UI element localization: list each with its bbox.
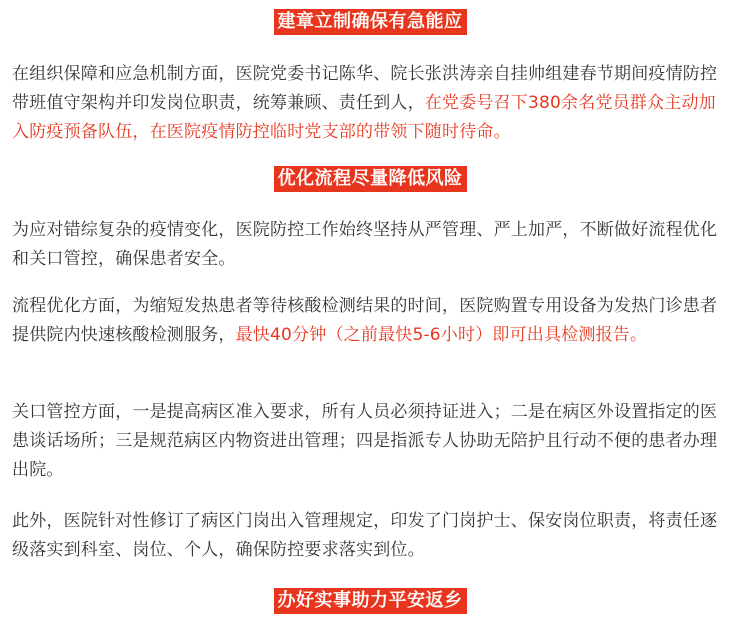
paragraph: [12, 216, 724, 274]
paragraph: [12, 398, 724, 485]
highlighted-text: 最快40分钟（之前最快5-6小时）即可出具检测报告。: [235, 325, 648, 345]
section-heading-wrapper: [0, 588, 740, 614]
paragraph-text: 流程优化方面，为缩短发热患者等待核酸检测结果的时间，医院购置专用设备为发热门诊患者提供院内快速核酸检测服务，: [12, 296, 718, 345]
paragraph-text: 关口管控方面，一是提高病区准入要求，所有人员必须持证进入；二是在病区外设置指定的医患谈话场所；三是规范病区内物资进出管理；四是指派专人协助无陪护且行动不便的患者办理出院。: [12, 402, 718, 480]
paragraph-text: 此外，医院针对性修订了病区门岗出入管理规定，印发了门岗护士、保安岗位职责，将责任逐级落实到科室、岗位、个人，确保防控要求落实到位。: [12, 511, 718, 560]
paragraph-text: 在组织保障和应急机制方面，医院党委书记陈华、院长张洪涛亲自挂帅组建春节期间疫情防控带班值守架构并印发岗位职责，统筹兼顾、责任到人，: [12, 64, 718, 113]
paragraph-text: 为应对错综复杂的疫情变化，医院防控工作始终坚持从严管理、严上加严，不断做好流程优化和关口管控，确保患者安全。: [12, 220, 718, 269]
section-heading-wrapper: [0, 9, 740, 35]
highlighted-text: 在党委号召下380余名党员群众主动加入防疫预备队伍，在医院疫情防控临时党支部的带领下随时待命。: [12, 93, 716, 142]
section-heading: 办好实事助力平安返乡: [274, 588, 467, 614]
section-heading-wrapper: [0, 166, 740, 192]
paragraph: [12, 507, 724, 565]
section-heading: 建章立制确保有急能应: [274, 9, 467, 35]
paragraph: [12, 292, 724, 350]
paragraph: [12, 60, 724, 147]
section-heading: 优化流程尽量降低风险: [274, 166, 467, 192]
